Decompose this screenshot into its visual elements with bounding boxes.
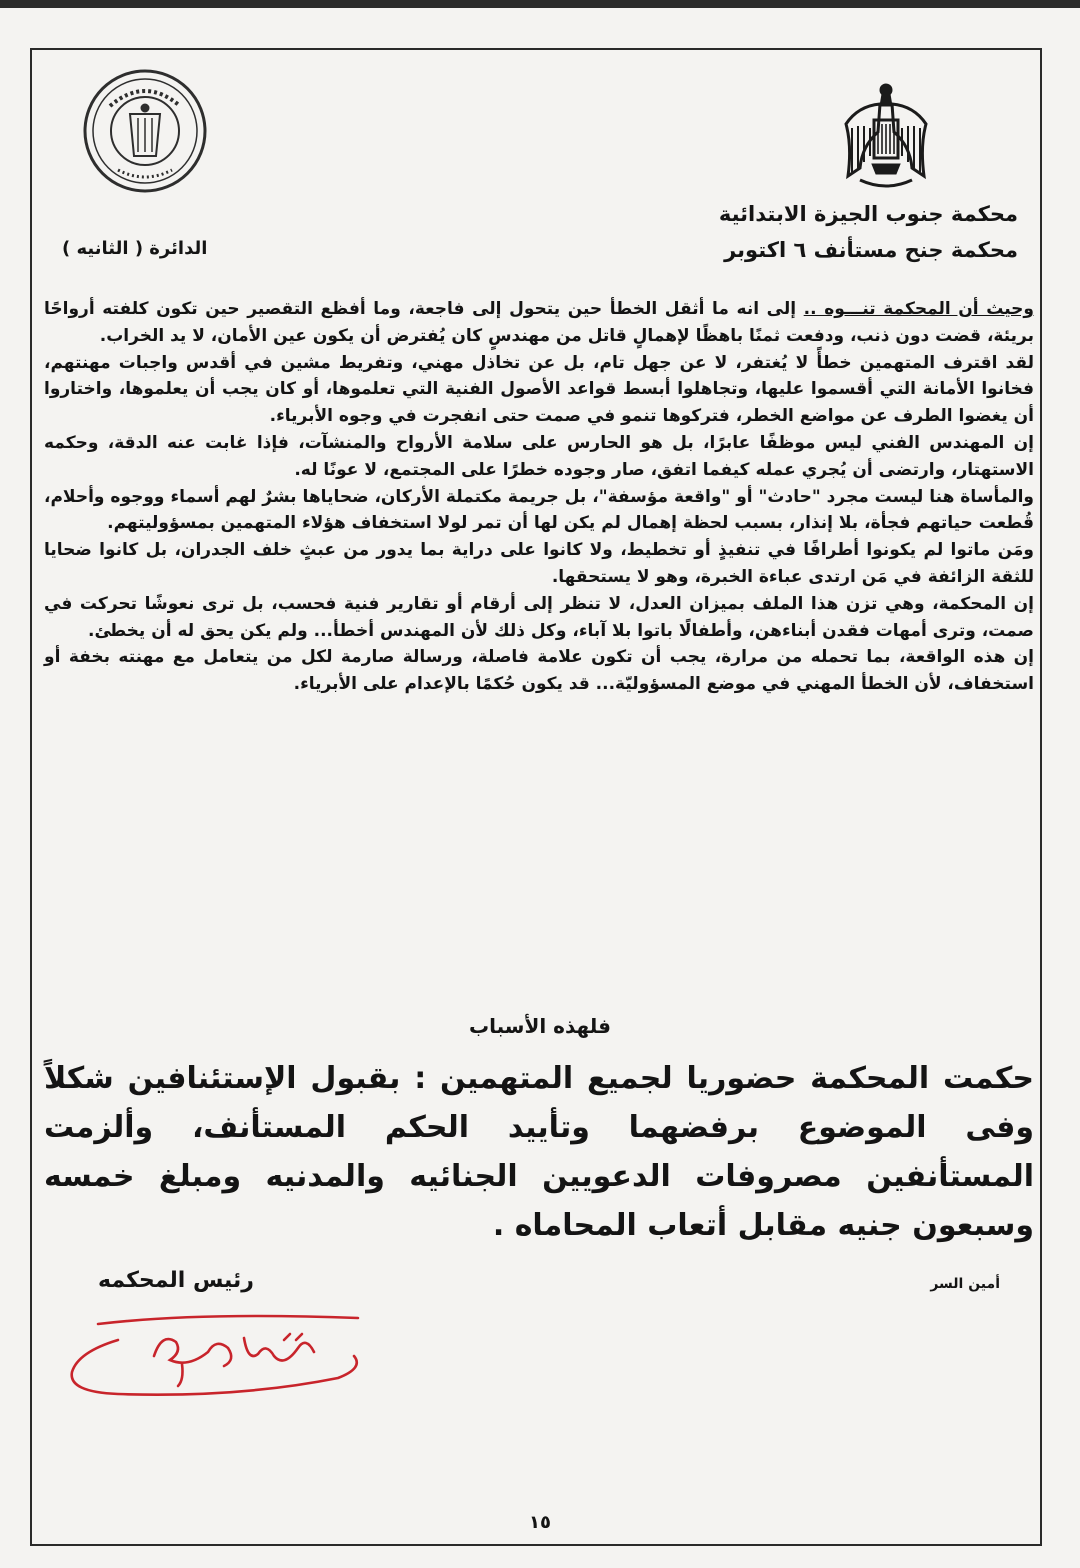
scan-top-edge xyxy=(0,0,1080,8)
court-name-primary: محكمة جنوب الجيزة الابتدائية xyxy=(718,202,1018,226)
judgment-body xyxy=(44,296,1034,698)
court-name-appeals: محكمة جنح مستأنف ٦ اكتوبر xyxy=(724,238,1018,262)
page-number: ١٥ xyxy=(529,1512,551,1533)
court-secretary-label: أمين السر xyxy=(930,1276,1000,1292)
court-seal-icon xyxy=(80,66,210,196)
paragraph-6: إن المحكمة، وهي تزن هذا الملف بميزان العدل، لا تنظر إلى أرقام أو تقارير فنية فحسب، بل ترى نعوشًا تحركت في صمت، وترى أمهات فقدن أبناءهن، وأطفالًا باتوا بلا آباء، وكل ذلك لأن المهندس أخطأ... ولم يكن يحق له أن يخطئ. xyxy=(44,593,1034,641)
handwritten-signature xyxy=(58,1282,368,1402)
verdict-text: حكمت المحكمة حضوريا لجميع المتهمين : بقبول الإستئنافين شكلاً وفى الموضوع برفضهما وتأييد الحكم المستأنف، وألزمت المستأنفين مصروفات الدعويين الجنائيه والمدنيه ومبلغ خمسه وسبعون جنيه مقابل أتعاب المحاماه . xyxy=(44,1061,1034,1243)
paragraph-4: والمأساة هنا ليست مجرد "حادث" أو "واقعة مؤسفة"، بل جريمة مكتملة الأركان، ضحاياها بشرٌ لهم أسماء ووجوه وأحلام، قُطعت حياتهم فجأة، بلا إنذار، بسبب لحظة إهمال لم يكن لها أن تمر لولا استخفاف هؤلاء المتهمين بمسؤوليتهم. xyxy=(44,486,1034,534)
paragraph-5: ومَن ماتوا لم يكونوا أطرافًا في تنفيذٍ أو تخطيط، ولا كانوا على دراية بما يدور من عبثٍ خلف الجدران، بل كانوا ضحايا للثقة الزائفة في مَن ارتدى عباءة الخبرة، وهو لا يستحقها. xyxy=(44,540,1034,587)
court-president-label: رئيس المحكمه xyxy=(98,1268,254,1293)
paragraph-1-text: إلى انه ما أثقل الخطأ حين يتحول إلى فاجعة، وما أفظع التقصير حين تكون كلفته أرواحًا بريئة، قضت دون ذنب، ودفعت ثمنًا باهظًا لإهمالٍ قاتل من مهندسٍ كان يُفترض أن يكون عين الأمان، لا يد الخراب. xyxy=(44,299,1034,346)
egypt-eagle-emblem-icon xyxy=(838,76,934,196)
paragraph-7: إن هذه الواقعة، بما تحمله من مرارة، يجب أن تكون علامة فاصلة، ورسالة صارمة لكل من يتعامل مع مهنته بخفة أو استخفاف، لأن الخطأ المهني في موضع المسؤوليّة... قد يكون حُكمًا بالإعدام على الأبرياء. xyxy=(44,647,1034,695)
paragraph-3: إن المهندس الفني ليس موظفًا عابرًا، بل هو الحارس على سلامة الأرواح والمنشآت، فإذا غابت عنه الدقة، وحكمه الاستهتار، وارتضى أن يُجري عمله كيفما اتفق، صار وجوده خطرًا على المجتمع، لا عونًا له. xyxy=(44,432,1034,480)
paragraph-1 xyxy=(44,296,1034,350)
reasons-heading: فلهذه الأسباب xyxy=(469,1014,611,1038)
court-notice-lead: وحيث أن المحكمة تنـــوه .. xyxy=(803,299,1034,319)
circuit-label: الدائرة ( الثانيه ) xyxy=(62,238,208,259)
paragraph-2: لقد اقترف المتهمين خطأً لا يُغتفر، لا عن جهل تام، بل عن تخاذل مهني، وتفريط مشين في أقدس واجبات مهنتهم، فخانوا الأمانة التي أقسموا عليها، وتجاهلوا أبسط قواعد الأصول الفنية التي تعلموها، أو كان يجب أن يعلموها، واختاروا أن يغضوا الطرف عن مواضع الخطر، فتركوها تنمو في صمت حتى انفجرت في وجوه الأبرياء. xyxy=(44,352,1034,427)
